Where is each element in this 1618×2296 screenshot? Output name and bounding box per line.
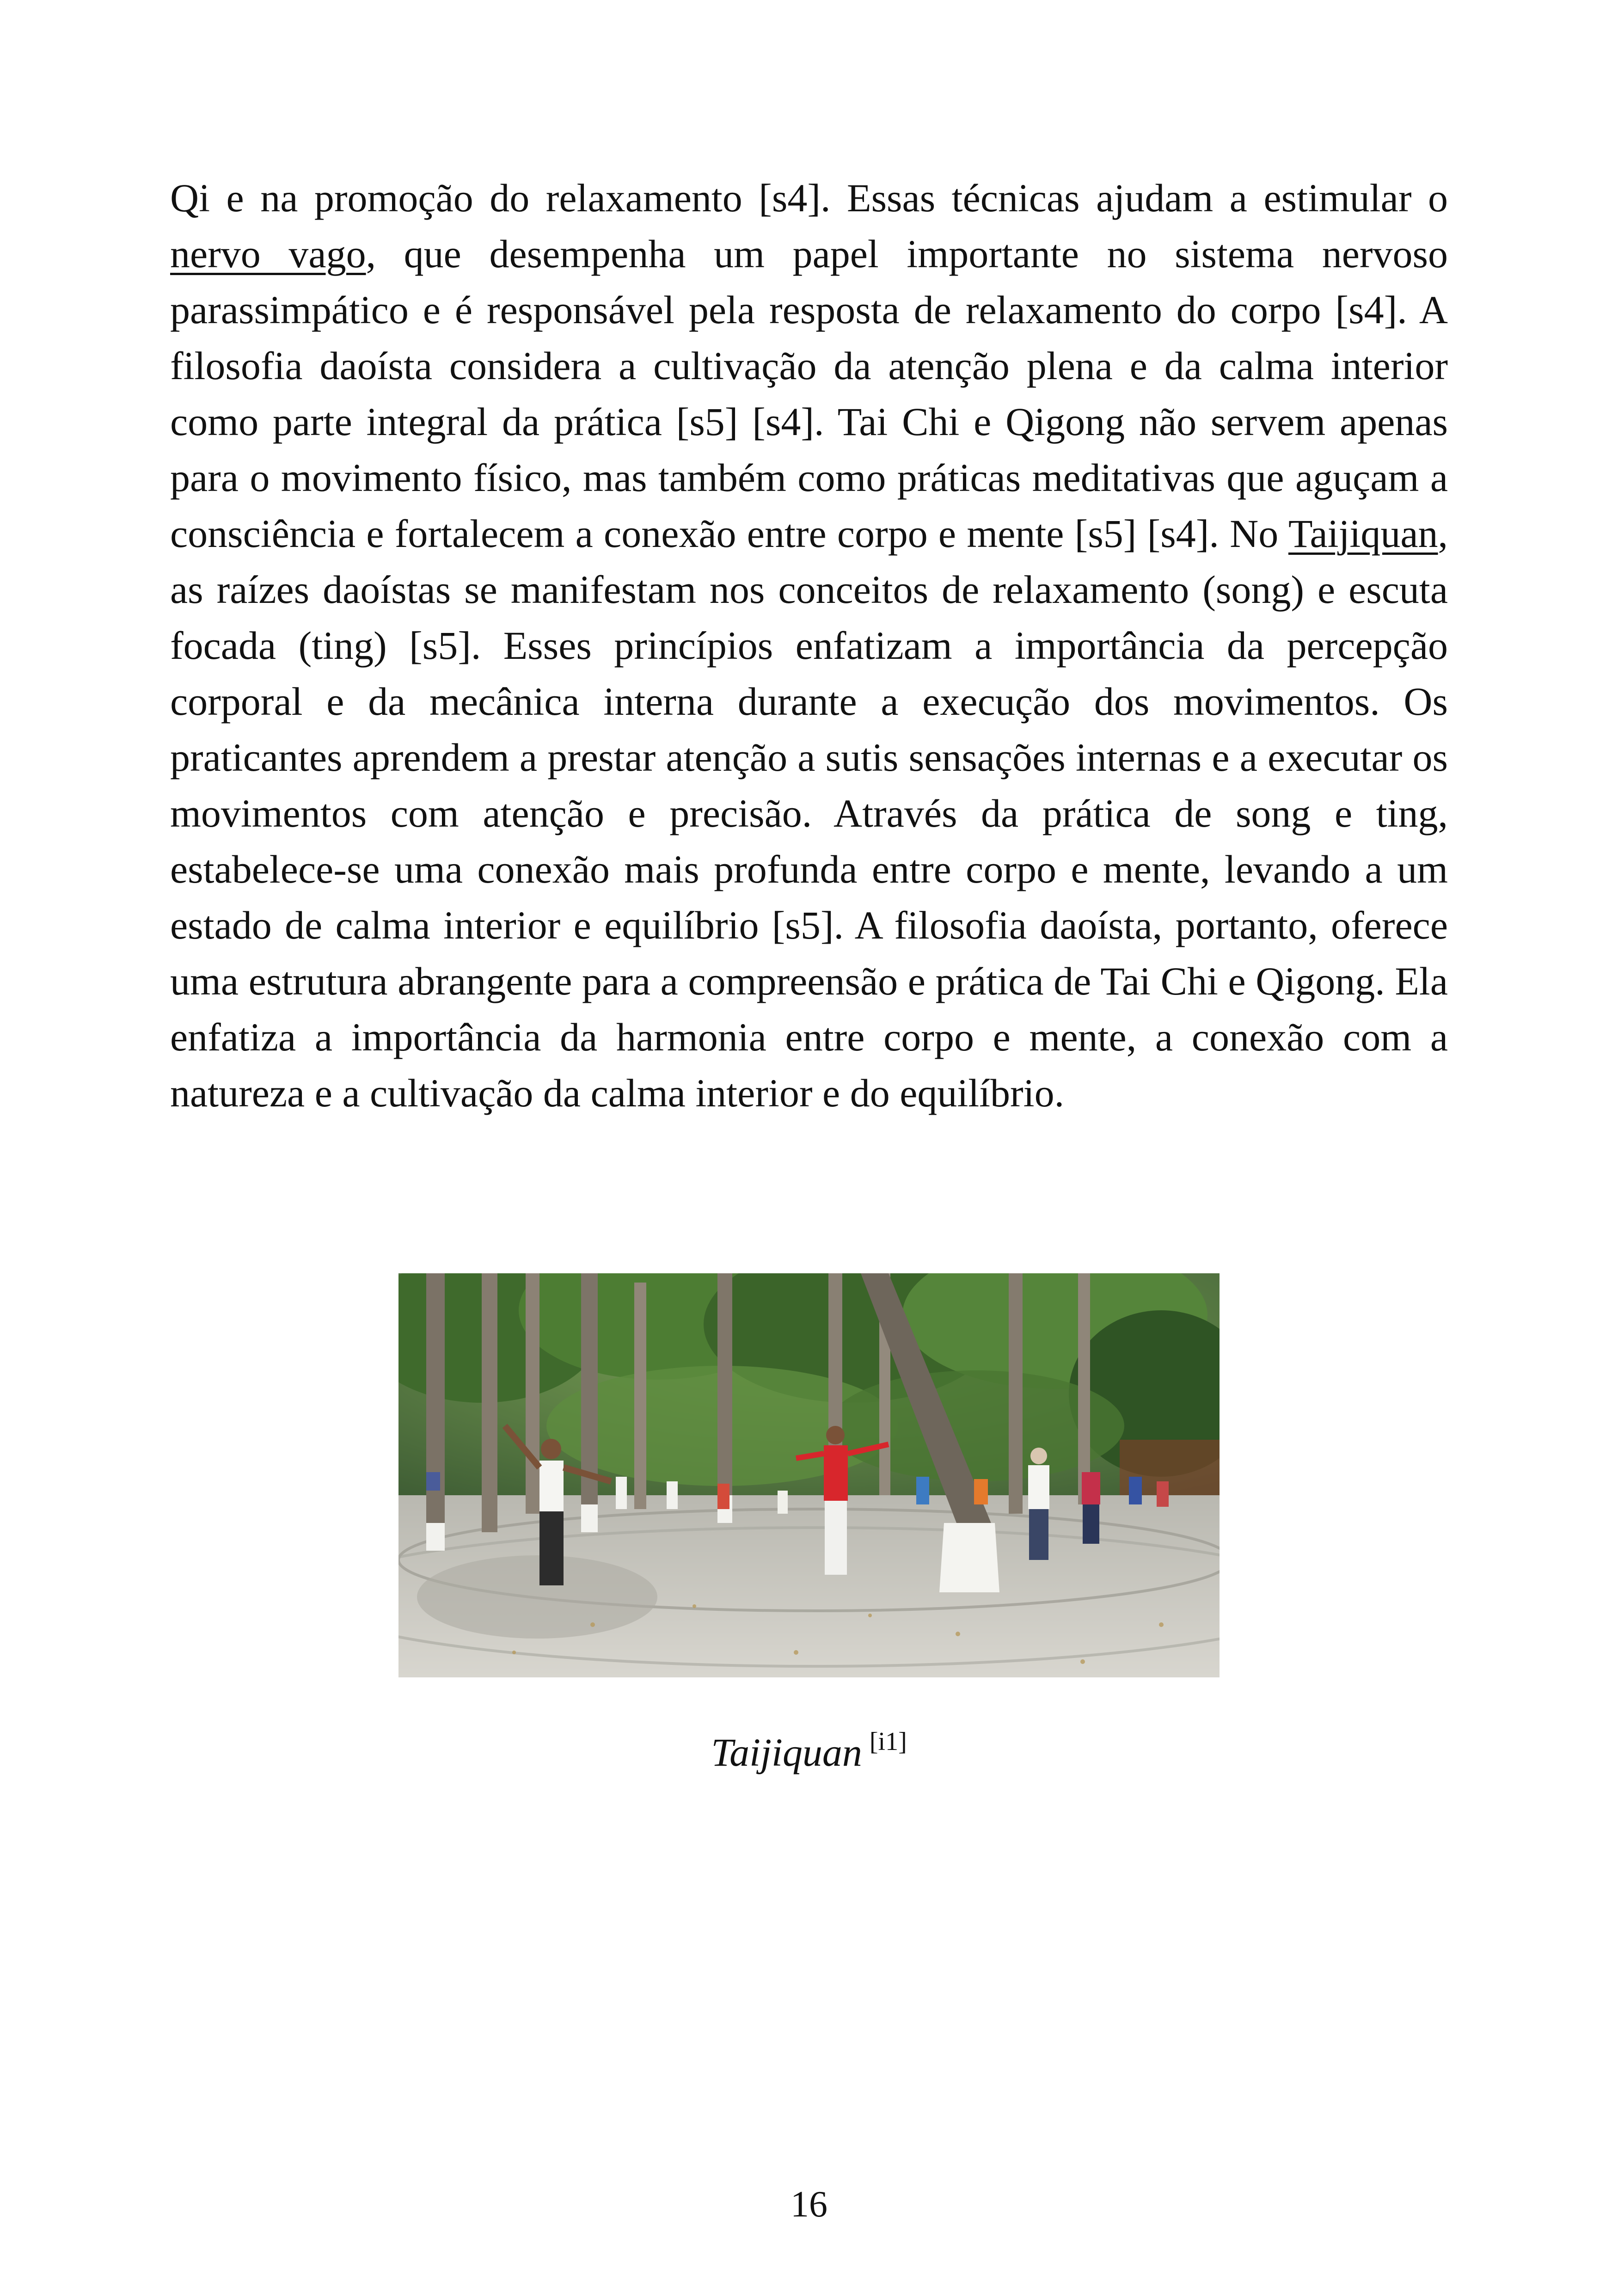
caption-reference[interactable]: [i1]: [869, 1727, 907, 1756]
body-paragraph: [170, 170, 1448, 1121]
taijiquan-photo: [398, 1273, 1220, 1677]
link-nervo-vago[interactable]: nervo vago: [170, 232, 366, 276]
figure-caption: [0, 1716, 1618, 1778]
paragraph-text-1: Qi e na promoção do relaxamento [s4]. Essas técnicas ajudam a estimular o: [170, 176, 1448, 220]
caption-title: Taijiquan: [711, 1730, 862, 1774]
page-number: 16: [791, 2184, 827, 2225]
link-taijiquan[interactable]: Taijiquan: [1288, 511, 1438, 556]
paragraph-text-3: , as raízes daoístas se manifestam nos conceitos de relaxamento (song) e escuta focada (ting) [s5]. Esses princípios enfatizam a importância da percepção corporal e da mecânica interna durante a execução dos movimentos. Os praticantes aprendem a prestar atenção a sutis sensações internas e a executar os movimentos com atenção e precisão. Através da prática de song e ting, estabelece-se uma conexão mais profunda entre corpo e mente, levando a um estado de calma interior e equilíbrio [s5]. A filosofia daoísta, portanto, oferece uma estrutura abrangente para a compreensão e prática de Tai Chi e Qigong. Ela enfatiza a importância da harmonia entre corpo e mente, a conexão com a natureza e a cultivação da calma interior e do equilíbrio.: [170, 511, 1448, 1115]
paragraph-text-2: , que desempenha um papel importante no sistema nervoso parassimpático e é responsável pela resposta de relaxamento do corpo [s4]. A filosofia daoísta considera a cultivação da atenção plena e da calma interior como parte integral da prática [s5] [s4]. Tai Chi e Qigong não servem apenas para o movimento físico, mas também como práticas meditativas que aguçam a consciência e fortalecem a conexão entre corpo e mente [s5] [s4]. No: [170, 232, 1448, 556]
